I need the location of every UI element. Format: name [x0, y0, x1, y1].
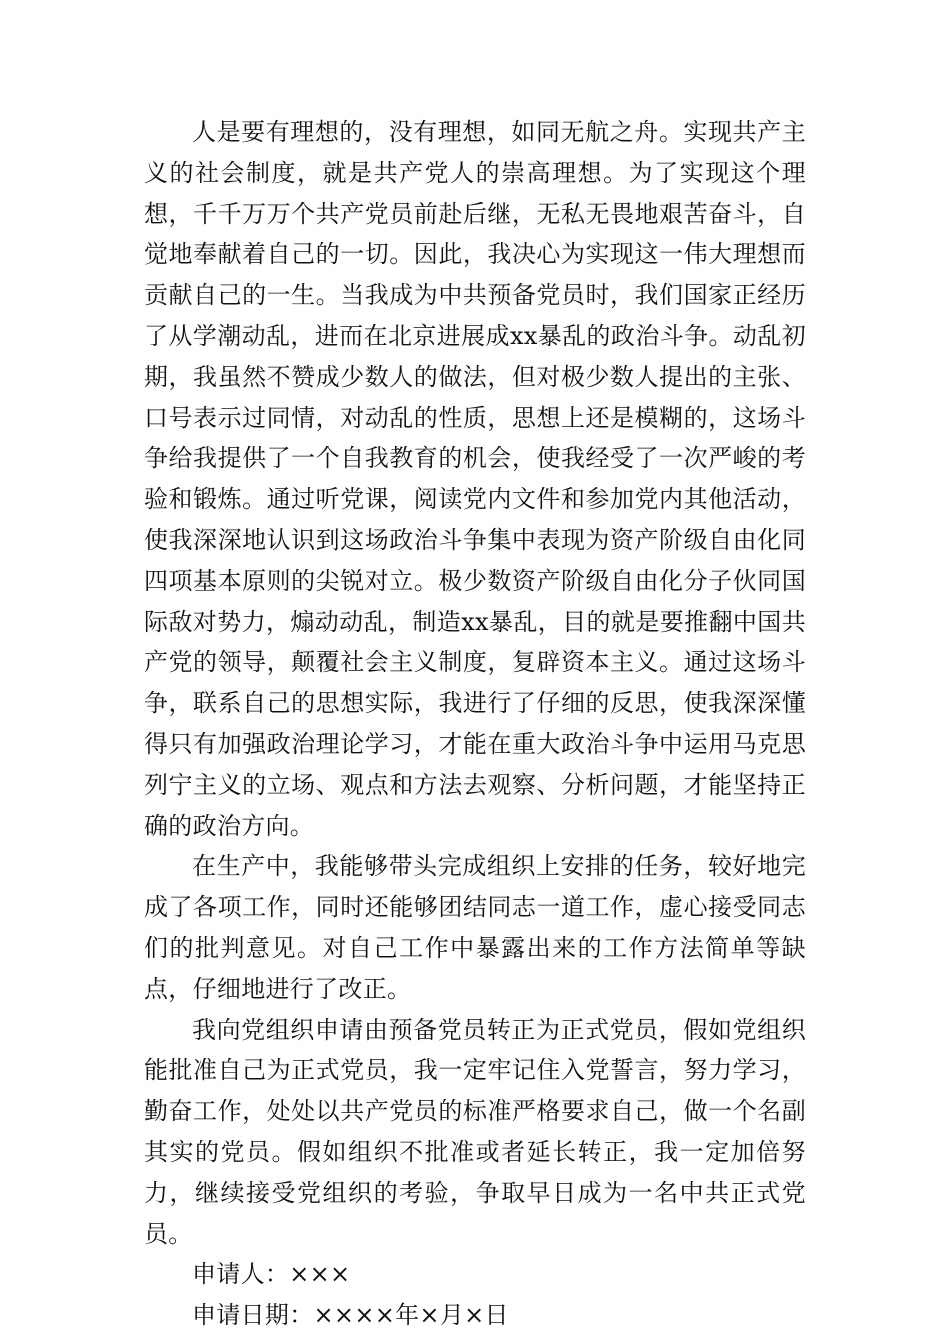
paragraph-work: 在生产中，我能够带头完成组织上安排的任务，较好地完成了各项工作，同时还能够团结同志一道工作，虚心接受同志们的批判意见。对自己工作中暴露出来的工作方法简单等缺点，仔细地进行了改正。	[144, 852, 806, 1003]
paragraph-application: 我向党组织申请由预备党员转正为正式党员，假如党组织能批准自己为正式党员，我一定牢记住入党誓言，努力学习，勤奋工作，处处以共产党员的标准严格要求自己，做一个名副其实的党员。假如组织不批准或者延长转正，我一定加倍努力，继续接受党组织的考验，争取早日成为一名中共正式党员。	[144, 1015, 806, 1248]
document-body	[144, 112, 806, 1336]
application-date-line: 申请日期：××××年×月×日	[192, 1301, 509, 1330]
paragraph-ideals: 人是要有理想的，没有理想，如同无航之舟。实现共产主义的社会制度，就是共产党人的崇高理想。为了实现这个理想，千千万万个共产党员前赴后继，无私无畏地艰苦奋斗，自觉地奉献着自己的一切。因此，我决心为实现这一伟大理想而贡献自己的一生。当我成为中共预备党员时，我们国家正经历了从学潮动乱，进而在北京进展成xx暴乱的政治斗争。动乱初期，我虽然不赞成少数人的做法，但对极少数人提出的主张、口号表示过同情，对动乱的性质，思想上还是模糊的，这场斗争给我提供了一个自我教育的机会，使我经受了一次严峻的考验和锻炼。通过听党课，阅读党内文件和参加党内其他活动，使我深深地认识到这场政治斗争集中表现为资产阶级自由化同四项基本原则的尖锐对立。极少数资产阶级自由化分子伙同国际敌对势力，煽动动乱，制造xx暴乱，目的就是要推翻中国共产党的领导，颠覆社会主义制度，复辟资本主义。通过这场斗争，联系自己的思想实际，我进行了仔细的反思，使我深深懂得只有加强政治理论学习，才能在重大政治斗争中运用马克思列宁主义的立场、观点和方法去观察、分析问题，才能坚持正确的政治方向。	[144, 118, 806, 840]
applicant-line: 申请人：×××	[192, 1260, 351, 1289]
